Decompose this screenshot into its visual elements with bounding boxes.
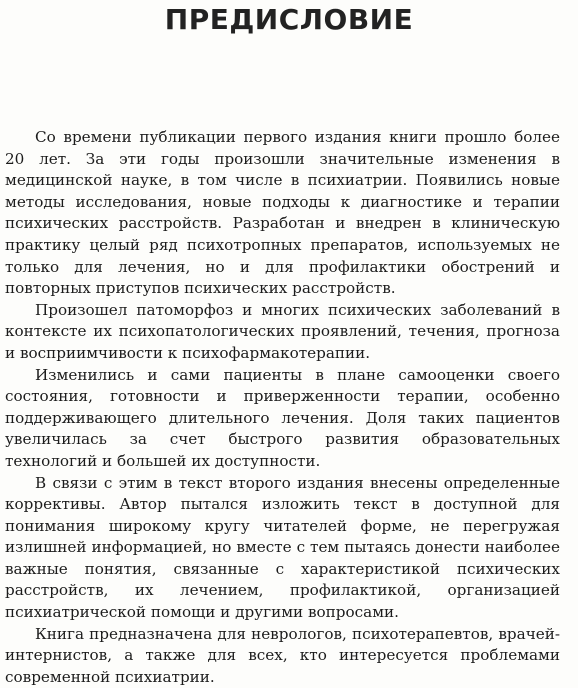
- paragraph: В связи с этим в текст второго издания внесены определенные коррективы. Автор пытался изложить текст в доступной для понимания широкому кругу читателей форме, не перегружая излишней информацией, но вместе с тем пытаясь донести наиболее важные понятия, связанные с характеристикой психических расстройств, их лечением, профилактикой, организацией психиатрической помощи и другими вопросами.: [5, 473, 560, 622]
- paragraph: Со времени публикации первого издания книги прошло более 20 лет. За эти годы произошли значительные изменения в медицинской науке, в том числе в психиатрии. Появились новые методы исследования, новые подходы к диагностике и терапии психических расстройств. Разработан и внедрен в клиническую практику целый ряд психотропных препаратов, используемых не только для лечения, но и для профилактики обострений и повторных приступов психических расстройств.: [5, 128, 560, 298]
- preface-text: [5, 127, 560, 688]
- page-title: ПРЕДИСЛОВИЕ: [164, 3, 414, 36]
- paragraph: Произошел патоморфоз и многих психических заболеваний в контексте их психопатологических проявлений, течения, прогноза и восприимчивости к психофармакотерапии.: [5, 300, 560, 362]
- paragraph: Книга предназначена для неврологов, психотерапевтов, врачей-интернистов, а также для всех, кто интересуется проблемами современной психиатрии.: [5, 624, 560, 686]
- paragraph: Изменились и сами пациенты в плане самооценки своего состояния, готовности и приверженности терапии, особенно поддерживающего длительного лечения. Доля таких пациентов увеличилась за счет быстрого развития образовательных технологий и большей их доступности.: [5, 365, 560, 470]
